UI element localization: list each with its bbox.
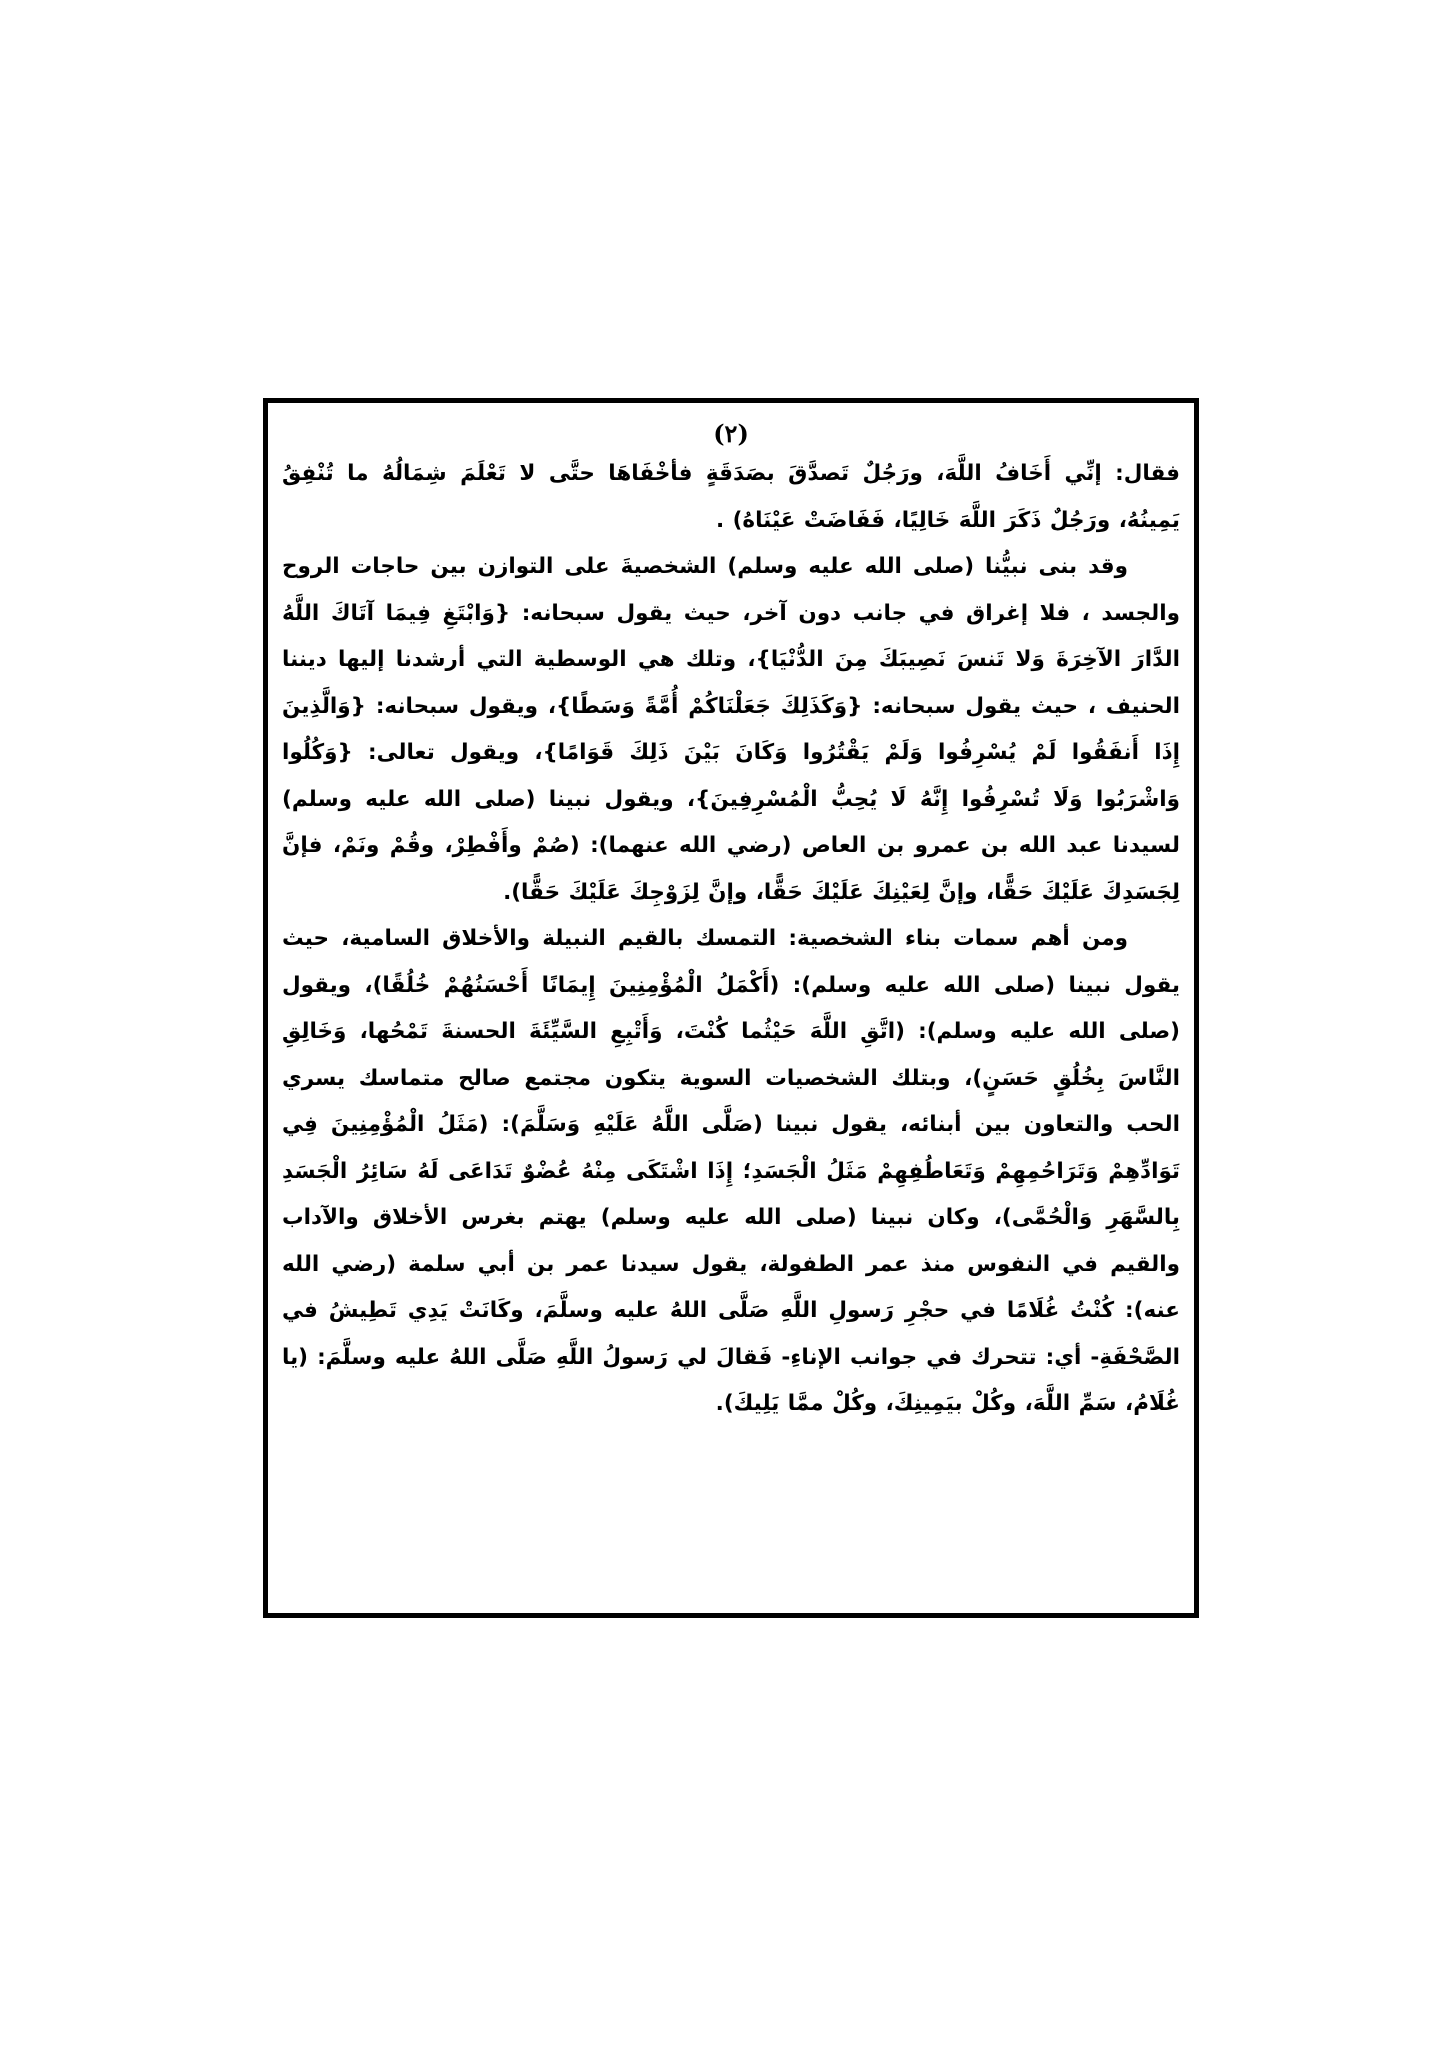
page-border-frame — [263, 398, 1199, 1618]
paragraph-hadith-continuation: فقال: إنِّي أَخَافُ اللَّهَ، ورَجُلٌ تَصدَّقَ بصَدَقَةٍ فأخْفَاهَا حتَّى لا تَعْلَمَ شِمَالُهُ ما تُنْفِقُ يَمِينُهُ، ورَجُلٌ ذَكَرَ اللَّهَ خَالِيًا، فَفَاضَتْ عَيْنَاهُ) . — [282, 461, 1180, 533]
page-number: (٢) — [713, 419, 749, 448]
paragraph-balance: وقد بنى نبيُّنا (صلى الله عليه وسلم) الشخصيةَ على التوازن بين حاجات الروح والجسد ، فلا إغراق في جانب دون آخر، حيث يقول سبحانه: {وَابْتَغِ فِيمَا آتَاكَ اللَّهُ الدَّارَ الآخِرَةَ وَلا تَنسَ نَصِيبَكَ مِنَ الدُّنْيَا}، وتلك هي الوسطية التي أرشدنا إليها ديننا الحنيف ، حيث يقول سبحانه: {وَكَذَلِكَ جَعَلْنَاكُمْ أُمَّةً وَسَطًا}، ويقول سبحانه: {وَالَّذِينَ إِذَا أَنفَقُوا لَمْ يُسْرِفُوا وَلَمْ يَقْتُرُوا وَكَانَ بَيْنَ ذَلِكَ قَوَامًا}، ويقول تعالى: {وَكُلُوا وَاشْرَبُوا وَلَا تُسْرِفُوا إِنَّهُ لَا يُحِبُّ الْمُسْرِفِينَ}، ويقول نبينا (صلى الله عليه وسلم) لسيدنا عبد الله بن عمرو بن العاص (رضي الله عنهما): (صُمْ وأَفْطِرْ، وقُمْ ونَمْ، فإنَّ لِجَسَدِكَ عَلَيْكَ حَقًّا، وإنَّ لِعَيْنِكَ عَلَيْكَ حَقًّا، وإنَّ لِزَوْجِكَ عَلَيْكَ حَقًّا). — [282, 554, 1180, 905]
paragraph-character-values: ومن أهم سمات بناء الشخصية: التمسك بالقيم النبيلة والأخلاق السامية، حيث يقول نبينا (صلى الله عليه وسلم): (أَكْمَلُ الْمُؤْمِنِينَ إِيمَانًا أَحْسَنُهُمْ خُلُقًا)، ويقول (صلى الله عليه وسلم): (اتَّقِ اللَّهَ حَيْثُما كُنْتَ، وَأَتْبِعِ السَّيِّئَةَ الحسنةَ تَمْحُها، وَخَالِقِ النَّاسَ بِخُلُقٍ حَسَنٍ)، وبتلك الشخصيات السوية يتكون مجتمع صالح متماسك يسري الحب والتعاون بين أبنائه، يقول نبينا (صَلَّى اللَّهُ عَلَيْهِ وَسَلَّمَ): (مَثَلُ الْمُؤْمِنِينَ فِي تَوَادِّهِمْ وَتَرَاحُمِهِمْ وَتَعَاطُفِهِمْ مَثَلُ الْجَسَدِ؛ إِذَا اشْتَكَى مِنْهُ عُضْوٌ تَدَاعَى لَهُ سَائِرُ الْجَسَدِ بِالسَّهَرِ وَالْحُمَّى)، وكان نبينا (صلى الله عليه وسلم) يهتم بغرس الأخلاق والآداب والقيم في النفوس منذ عمر الطفولة، يقول سيدنا عمر بن أبي سلمة (رضي الله عنه): كُنْتُ غُلَامًا في حجْرِ رَسولِ اللَّهِ صَلَّى اللهُ عليه وسلَّمَ، وكَانَتْ يَدِي تَطِيشُ في الصَّحْفَةِ- أي: تتحرك في جوانب الإناءِ- فَقالَ لي رَسولُ اللَّهِ صَلَّى اللهُ عليه وسلَّمَ: (يا غُلَامُ، سَمِّ اللَّهَ، وكُلْ بيَمِينِكَ، وكُلْ ممَّا يَلِيكَ). — [282, 926, 1180, 1416]
